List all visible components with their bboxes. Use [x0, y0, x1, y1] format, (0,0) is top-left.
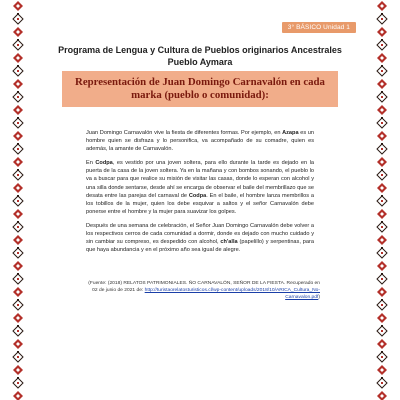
paragraph-farewell — [86, 222, 314, 254]
program-title: Programa de Lengua y Cultura de Pueblos originarios Ancestrales — [58, 45, 342, 55]
paragraph-text: En — [86, 160, 96, 167]
place-name: Codpa — [95, 160, 113, 167]
page-title: Representación de Juan Domingo Carnavalón en cada marka (pueblo o comunidad): — [75, 76, 325, 101]
program-heading — [40, 44, 360, 68]
aymara-pattern-right — [376, 0, 388, 400]
paragraph-text: . En el baile, el hombre lanza membrillos a los tobillos de la mujer, quien los debe esquivar a saltos y el señor Carnavalón debe ponerse entre el hombre y la mujer para suavizar los golpes. — [86, 192, 314, 215]
paragraph-text: es un hombre quien se disfraza y lo personifica, va acompañado de su comadre, quien es además, la amante de Carnavalón. — [86, 130, 314, 153]
title-banner — [62, 71, 338, 107]
right-decorative-border — [376, 0, 388, 400]
paragraph-text: Juan Domingo Carnavalón vive la fiesta de diferentes formas. Por ejemplo, en — [86, 130, 283, 136]
citation-text: (Fuente: (2018) RELATOS PATRIMONIALES. ÑO CARNAVALÓN, SEÑOR DE LA FIESTA. Recuperado en 02 de junio de 2021 de: — [88, 281, 320, 294]
paragraph-text: , es vestido por una joven soltera, para ello durante la tarde es dejado en la puerta de la casa de la joven soltera. Ya en la mañana y con bombos sonando, el pueblo lo va a buscar para que realice su misión de visitar las casas, donde lo esperan con alcohol y una silla donde sentarse, desde ahí se encarga de observar el baile del membrillazo que se desata entre las parejas del carnaval de — [86, 160, 314, 199]
place-name: Codpa — [188, 192, 207, 199]
grade-badge: 3° BÁSICO Unidad 1 — [282, 22, 356, 33]
left-decorative-border — [12, 0, 24, 400]
paragraph-codpa — [86, 159, 314, 216]
paragraph-azapa — [86, 129, 314, 153]
paragraph-text: Después de una semana de celebración, el Señor Juan Domingo Carnavalón debe volver a los respectivos cerros de cada comunidad a dormir, donde es dejado con mucho cuidado y sin cambiar su compreso, es despedido con alcohol, — [86, 222, 314, 246]
aymara-term: ch'alla — [220, 239, 238, 246]
paragraph-text: (papelillo) y serpentinas, para que haya abundancia y en el próximo año sea igual de alegre. — [86, 239, 315, 254]
program-subtitle: Pueblo Aymara — [167, 57, 233, 67]
source-citation — [86, 280, 320, 302]
citation-end: ) — [318, 295, 320, 301]
place-name: Azapa — [282, 130, 299, 136]
aymara-pattern-left — [12, 0, 24, 400]
body-text — [86, 129, 314, 260]
citation-link[interactable]: http://turistaorelatosturisticos.cl/wp-content/uploads/2018/10/ARICA_Cultura_No-Carnavalon.pdf — [144, 288, 320, 301]
